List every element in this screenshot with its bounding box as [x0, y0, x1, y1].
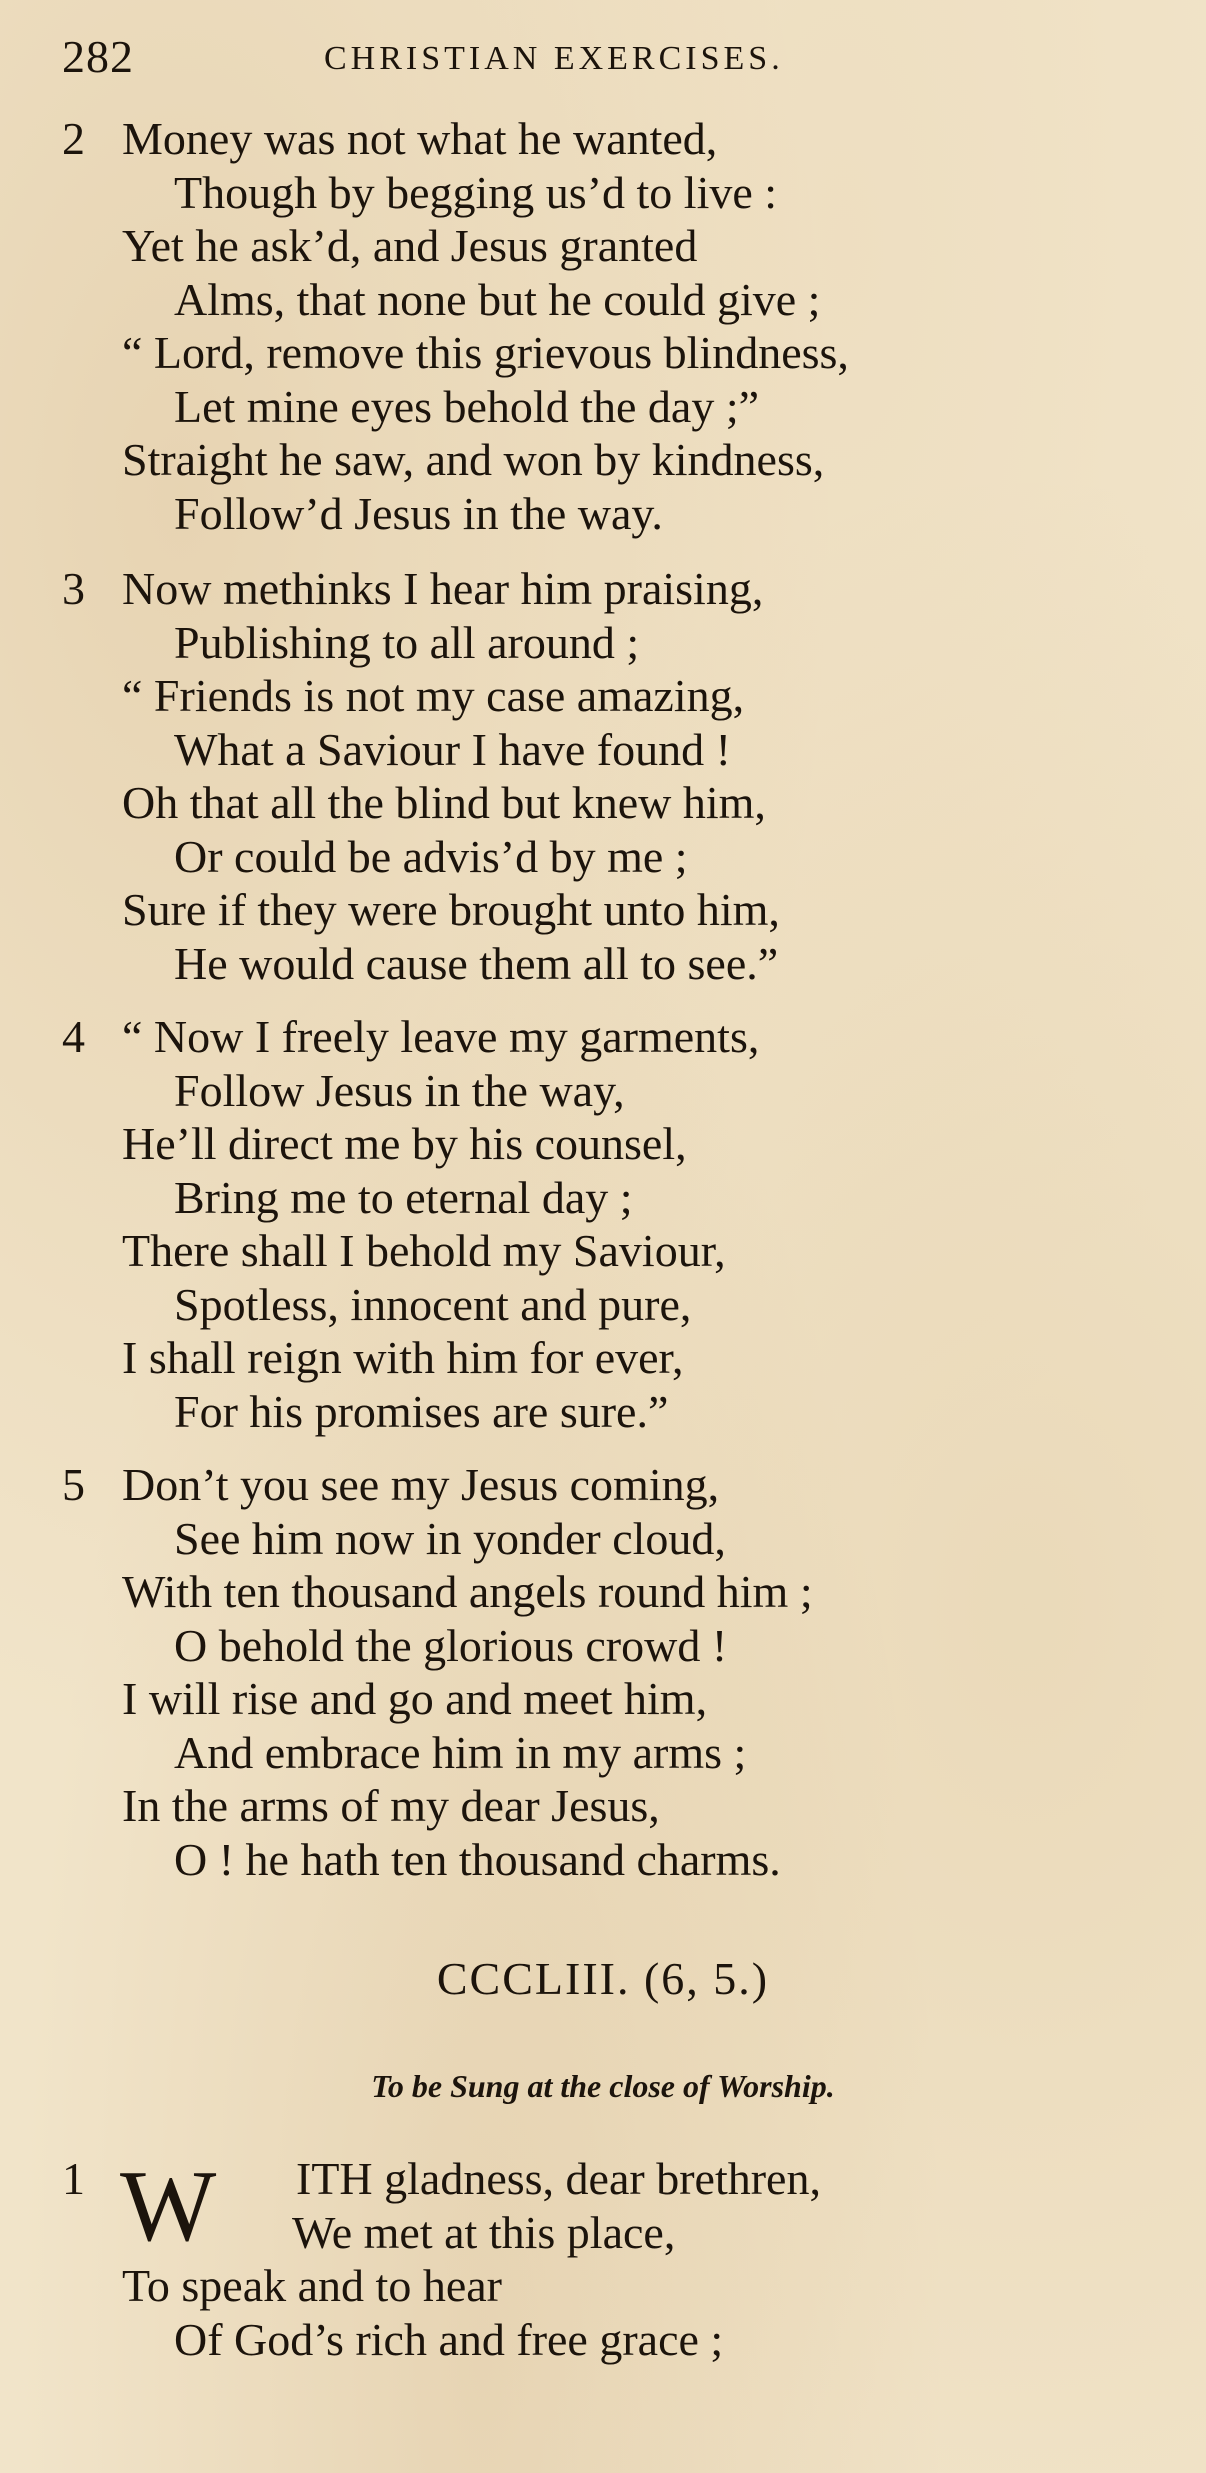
verse-line: With ten thousand angels round him ; [122, 1566, 813, 1617]
verse-line: O ! he hath ten thousand charms. [174, 1833, 781, 1885]
verse-line: He’ll direct me by his counsel, [122, 1118, 687, 1169]
verse-line: O behold the glorious crowd ! [174, 1619, 728, 1671]
verse-line: Alms, that none but he could give ; [174, 273, 821, 325]
verse-line: He would cause them all to see.” [174, 937, 779, 989]
hymn-subtitle: To be Sung at the close of Worship. [371, 2068, 835, 2104]
verse-line: See him now in yonder cloud, [174, 1512, 726, 1564]
verse-line: ITH gladness, dear brethren, [296, 2153, 821, 2204]
stanza-number: 3 [62, 563, 85, 614]
verse-line: To speak and to hear [122, 2260, 502, 2311]
verse-line: Bring me to eternal day ; [174, 1171, 633, 1223]
verse-line: Of God’s rich and free grace ; [174, 2313, 724, 2365]
stanza-2 [62, 112, 1142, 540]
verse-line: There shall I behold my Saviour, [122, 1225, 726, 1276]
verse-line: I shall reign with him for ever, [122, 1332, 684, 1383]
page-header [62, 30, 1152, 90]
verse-line: And embrace him in my arms ; [174, 1726, 747, 1778]
verse-line: In the arms of my dear Jesus, [122, 1780, 660, 1831]
stanza-3 [62, 562, 1142, 990]
verse-line: Or could be advis’d by me ; [174, 830, 688, 882]
stanza-number: 2 [62, 113, 85, 164]
stanza-5 [62, 1458, 1142, 1886]
verse-line: I will rise and go and meet him, [122, 1673, 708, 1724]
verse-line: Straight he saw, and won by kindness, [122, 434, 825, 485]
hymn-stanza-1 [62, 2152, 1142, 2366]
verse-line: Follow Jesus in the way, [174, 1064, 625, 1116]
stanza-4 [62, 1010, 1142, 1438]
verse-line: Publishing to all around ; [174, 616, 640, 668]
verse-line: Spotless, innocent and pure, [174, 1278, 692, 1330]
running-head: CHRISTIAN EXERCISES. [324, 40, 784, 77]
verse-line: “ Now I freely leave my garments, [122, 1011, 760, 1062]
stanza-number: 4 [62, 1011, 85, 1062]
hymn-title: CCCLIII. (6, 5.) [436, 1953, 770, 2004]
verse-line: Oh that all the blind but knew him, [122, 777, 766, 828]
verse-line: “ Lord, remove this grievous blindness, [122, 327, 849, 378]
verse-line: Yet he ask’d, and Jesus granted [122, 220, 698, 271]
verse-line: “ Friends is not my case amazing, [122, 670, 745, 721]
stanza-number: 1 [62, 2153, 85, 2204]
verse-line: Follow’d Jesus in the way. [174, 487, 663, 539]
verse-line: Now methinks I hear him praising, [122, 563, 764, 614]
drop-cap: W [120, 2150, 217, 2263]
page-number: 282 [62, 31, 134, 82]
verse-line: Sure if they were brought unto him, [122, 884, 780, 935]
verse-line: What a Saviour I have found ! [174, 723, 731, 775]
verse-line: Though by begging us’d to live : [174, 166, 778, 218]
stanza-number: 5 [62, 1459, 85, 1510]
verse-line: We met at this place, [292, 2206, 676, 2258]
verse-line: For his promises are sure.” [174, 1385, 669, 1437]
verse-line: Let mine eyes behold the day ;” [174, 380, 760, 432]
verse-line: Money was not what he wanted, [122, 113, 718, 164]
verse-line: Don’t you see my Jesus coming, [122, 1459, 720, 1510]
